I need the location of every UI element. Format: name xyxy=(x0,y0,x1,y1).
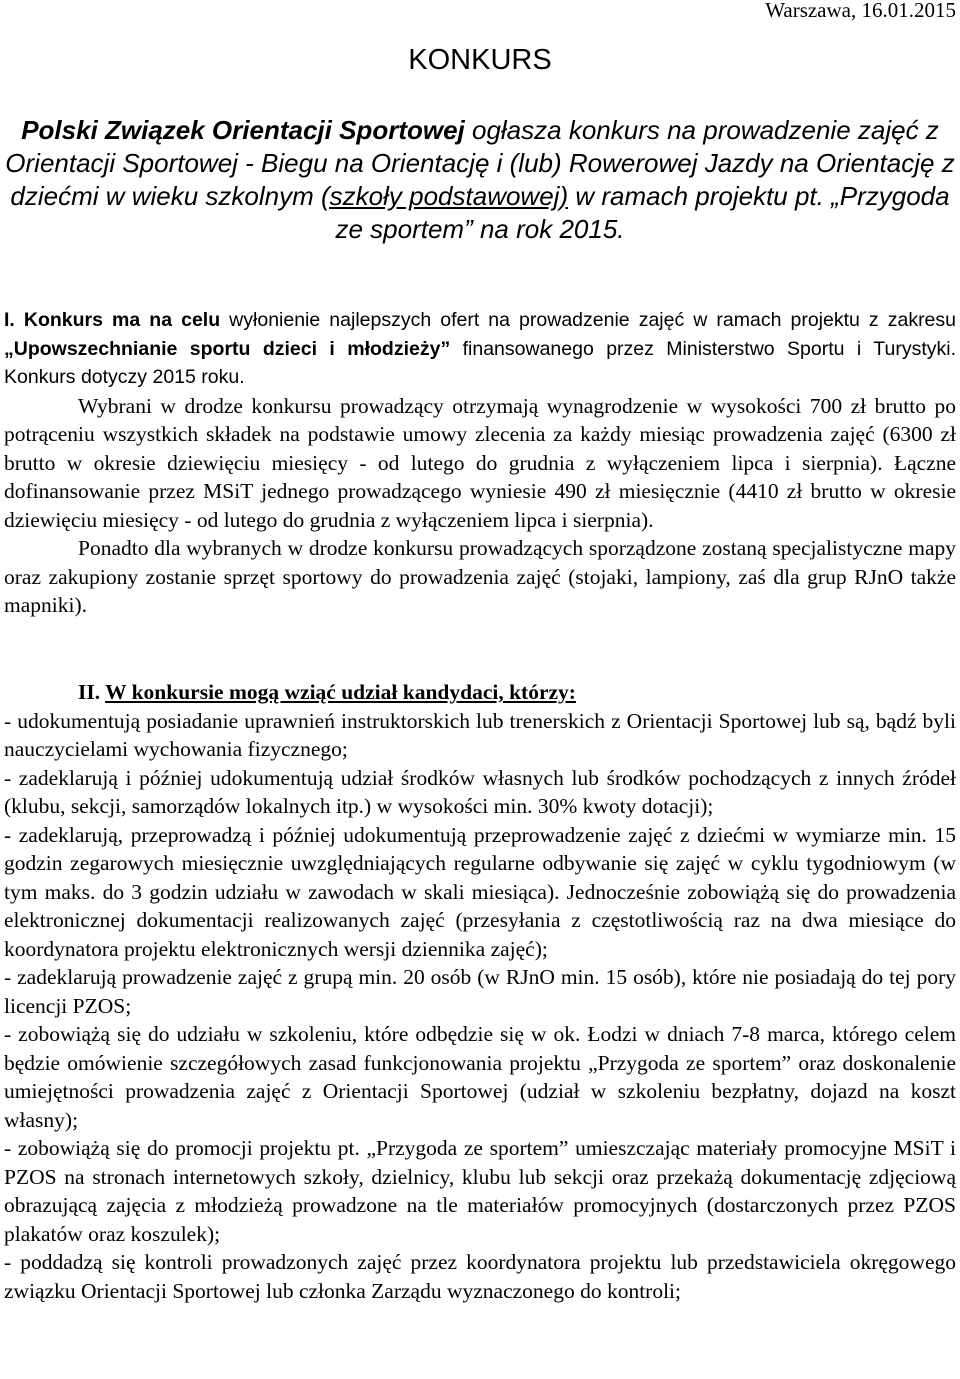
intro-text-b: w ramach projektu pt. „Przygoda ze sportem” na rok 2015. xyxy=(335,181,950,244)
list-item: - zadeklarują i później udokumentują udział środków własnych lub środków pochodzących z innych źródeł (klubu, sekcji, samorządów lokalnych itp.) w wysokości min. 30% kwoty dotacji); xyxy=(4,765,956,818)
list-item: - zobowiążą się do udziału w szkoleniu, które odbędzie się w ok. Łodzi w dniach 7-8 marca, którego celem będzie omówienie szczegółowych zasad funkcjonowania projektu „Przygoda ze sportem” oraz doskonalenie umiejętności prowadzenia zajęć z Orientacji Sportowej (udział w szkoleniu bezpłatny, dojazd na koszt własny); xyxy=(4,1022,956,1132)
section-1-paragraph-2: Wybrani w drodze konkursu prowadzący otrzymają wynagrodzenie w wysokości 700 zł brutto po potrąceniu wszystkich składek na podstawie umowy zlecenia za każdy miesiąc prowadzenia zajęć (6300 zł brutto w okresie dziewięciu miesięcy - od lutego do grudnia z wyłączeniem lipca i sierpnia). Łączne dofinansowanie przez MSiT jednego prowadzącego wyniesie 490 zł miesięcznie (4410 zł brutto w okresie dziewięciu miesięcy - od lutego do grudnia z wyłączeniem lipca i sierpnia). xyxy=(4,393,956,532)
intro-underlined-text: (szkoły podstawowej) xyxy=(321,181,569,211)
section-2 xyxy=(4,678,956,1305)
intro-paragraph xyxy=(4,114,956,246)
document-title: KONKURS xyxy=(408,44,552,76)
section-2-title: W konkursie mogą wziąć udział kandydaci, którzy: xyxy=(105,680,576,704)
organization-name: Polski Związek Orientacji Sportowej xyxy=(21,115,465,145)
list-item: - zadeklarują prowadzenie zajęć z grupą min. 20 osób (w RJnO min. 15 osób), które nie posiadają do tej pory licencji PZOS; xyxy=(4,965,956,1018)
list-item: - poddadzą się kontroli prowadzonych zajęć przez koordynatora projektu lub przedstawiciela okręgowego związku Orientacji Sportowej lub członka Zarządu wyznaczonego do kontroli; xyxy=(4,1250,956,1303)
section-1-text-b: finansowanego przez Ministerstwo Sportu i Turystyki. Konkurs dotyczy 2015 roku. xyxy=(4,337,956,388)
program-name: „Upowszechnianie sportu dzieci i młodzieży” xyxy=(4,337,451,360)
section-1-text-a: wyłonienie najlepszych ofert na prowadzenie zajęć w ramach projektu z zakresu xyxy=(220,309,956,331)
section-2-heading xyxy=(4,678,956,707)
section-1-paragraph-1 xyxy=(4,306,956,392)
section-1 xyxy=(4,306,956,620)
section-1-lead: I. Konkurs ma na celu xyxy=(4,309,221,331)
list-item: - zobowiążą się do promocji projektu pt. „Przygoda ze sportem” umieszczając materiały promocyjne MSiT i PZOS na stronach internetowych szkoły, dzielnicy, klubu lub sekcji oraz przekażą dokumentację zdjęciową obrazującą zajęcia z młodzieżą prowadzone na tle materiałów promocyjnych (dostarczonych przez PZOS plakatów oraz koszulek); xyxy=(4,1136,956,1246)
intro-text-a: ogłasza konkurs na prowadzenie zajęć z Orientacji Sportowej - Biegu na Orientację i (lub) Rowerowej Jazdy na Orientację z dziećmi w wieku szkolnym xyxy=(5,115,955,211)
list-item: - zadeklarują, przeprowadzą i później udokumentują przeprowadzenie zajęć z dziećmi w wymiarze min. 15 godzin zegarowych miesięcznie uwzględniających regularne odbywanie się zajęć w cyklu tygodniowym (w tym maks. do 3 godzin udziału w zawodach w skali miesiąca). Jednocześnie zobowiążą się do prowadzenia elektronicznej dokumentacji realizowanych zajęć (przesyłania z częstotliwością raz na dwa miesiące do koordynatora projektu elektronicznych wersji dziennika zajęć); xyxy=(4,822,956,961)
section-1-paragraph-3: Ponadto dla wybranych w drodze konkursu prowadzących sporządzone zostaną specjalistyczne mapy oraz zakupiony zostanie sprzęt sportowy do prowadzenia zajęć (stojaki, lampiony, zaś dla grup RJnO także mapniki). xyxy=(4,536,956,617)
document-date: Warszawa, 16.01.2015 xyxy=(765,0,956,22)
list-item: - udokumentują posiadanie uprawnień instruktorskich lub trenerskich z Orientacji Sportowej lub są, bądź byli nauczycielami wychowania fizycznego; xyxy=(4,708,956,761)
section-2-number: II. xyxy=(78,680,101,704)
